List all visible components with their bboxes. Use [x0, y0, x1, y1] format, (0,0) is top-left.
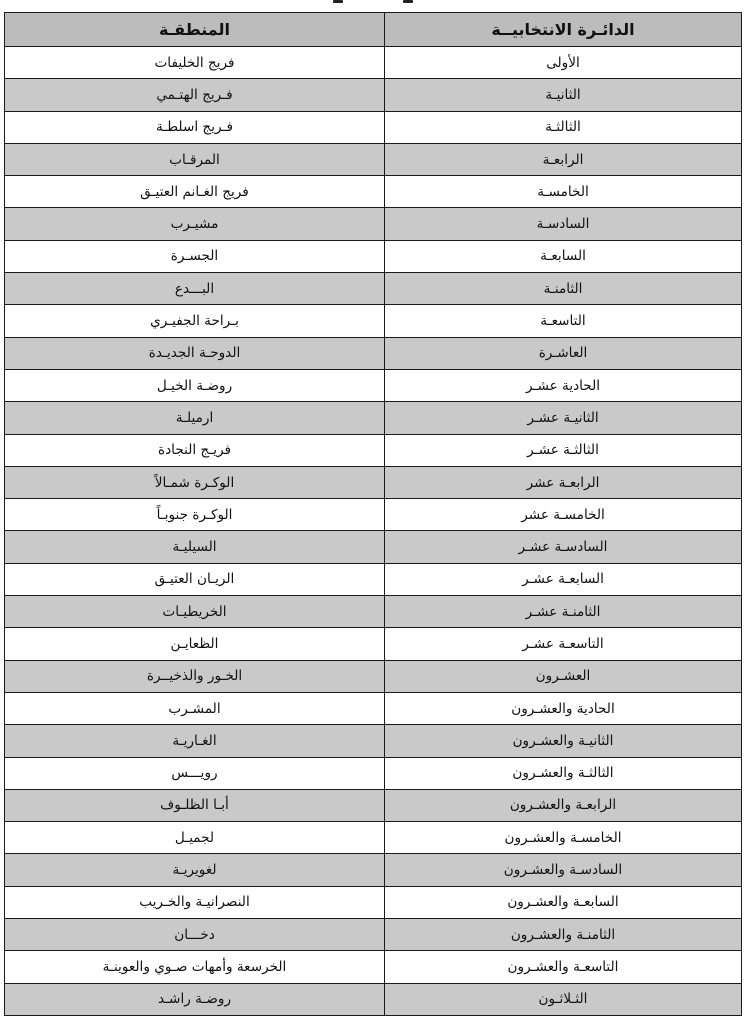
cropped-caption-fragment: [333, 0, 413, 5]
area-cell: [5, 628, 385, 660]
area-name: المرقـاب: [169, 151, 220, 168]
area-cell: [5, 660, 385, 692]
area-column-header-label: المنطقـة: [158, 20, 231, 39]
area-cell: [5, 434, 385, 466]
table-row: [5, 337, 742, 369]
district-name: الثالثـة عشـر: [527, 442, 599, 459]
district-name: الثانيـة: [545, 86, 581, 103]
area-cell: [5, 531, 385, 563]
district-column-header: [385, 13, 742, 47]
area-name: الخريطيـات: [162, 603, 227, 620]
district-name: الخامسـة والعشـرون: [504, 829, 622, 846]
area-name: روضـة راشـد: [157, 991, 232, 1008]
area-cell: [5, 79, 385, 111]
table-row: [5, 466, 742, 498]
district-cell: [385, 499, 742, 531]
area-name: الدوحـة الجديـدة: [148, 345, 241, 362]
area-name: الريـان العتيـق: [154, 571, 235, 588]
area-cell: [5, 402, 385, 434]
area-name: رويـــس: [171, 765, 218, 782]
district-name: السادسـة: [536, 216, 590, 233]
caption-fragment-mark: [333, 0, 343, 3]
area-cell: [5, 499, 385, 531]
table-row: [5, 886, 742, 918]
area-name: مشيـرب: [170, 216, 219, 233]
table-row: [5, 240, 742, 272]
table-row: [5, 789, 742, 821]
table-row: [5, 143, 742, 175]
district-cell: [385, 240, 742, 272]
area-cell: [5, 240, 385, 272]
district-cell: [385, 369, 742, 401]
district-cell: [385, 789, 742, 821]
area-cell: [5, 983, 385, 1015]
area-name: فـريج الهتـمي: [156, 86, 233, 103]
district-name: الحادية عشـر: [525, 377, 600, 394]
district-cell: [385, 822, 742, 854]
district-name: الحادية والعشـرون: [511, 700, 615, 717]
area-name: الغـاريـة: [172, 732, 217, 749]
area-name: الجسـرة: [170, 248, 219, 265]
district-name: السابعـة: [540, 248, 586, 265]
district-cell: [385, 111, 742, 143]
table-row: [5, 822, 742, 854]
district-name: الرابعـة والعشـرون: [509, 797, 617, 814]
district-name: الثـلاثـون: [538, 991, 588, 1008]
table-row: [5, 919, 742, 951]
district-cell: [385, 563, 742, 595]
district-name: الخامسـة عشر: [521, 506, 605, 523]
district-column-header-label: الدائـرة الانتخابيــة: [491, 20, 635, 39]
table-header-row: [5, 13, 742, 47]
area-cell: [5, 757, 385, 789]
table-row: [5, 79, 742, 111]
table-row: [5, 305, 742, 337]
area-name: لغويريـة: [172, 862, 217, 879]
district-name: الأولى: [546, 54, 580, 71]
area-cell: [5, 466, 385, 498]
district-cell: [385, 208, 742, 240]
district-cell: [385, 596, 742, 628]
district-cell: [385, 466, 742, 498]
district-name: العاشـرة: [538, 345, 588, 362]
caption-fragment-mark: [403, 0, 413, 3]
table-row: [5, 660, 742, 692]
district-name: التاسعـة: [540, 313, 586, 330]
area-name: فريج الغـانم العتيـق: [140, 183, 249, 200]
area-cell: [5, 725, 385, 757]
table-row: [5, 176, 742, 208]
table-row: [5, 563, 742, 595]
table-row: [5, 531, 742, 563]
district-name: التاسعـة والعشـرون: [507, 958, 619, 975]
area-name: فريج الخليفات: [154, 54, 235, 71]
area-cell: [5, 789, 385, 821]
district-name: الثالثـة: [545, 119, 581, 136]
district-name: الخامسـة: [537, 183, 589, 200]
district-name: التاسعـة عشـر: [522, 635, 604, 652]
district-name: الرابعـة: [542, 151, 584, 168]
area-cell: [5, 273, 385, 305]
table-row: [5, 628, 742, 660]
area-cell: [5, 886, 385, 918]
district-name: الثامنـة عشـر: [525, 603, 601, 620]
area-name: بـراحة الجفيـري: [150, 313, 239, 330]
district-cell: [385, 531, 742, 563]
district-cell: [385, 434, 742, 466]
table-row: [5, 983, 742, 1015]
table-row: [5, 854, 742, 886]
area-column-header: [5, 13, 385, 47]
table-row: [5, 111, 742, 143]
area-cell: [5, 369, 385, 401]
area-name: روضـة الخيـل: [156, 377, 233, 394]
district-cell: [385, 919, 742, 951]
table-body: [5, 47, 742, 1016]
area-name: الوكـرة شمـالاً: [154, 474, 235, 491]
area-cell: [5, 176, 385, 208]
district-cell: [385, 886, 742, 918]
table-row: [5, 757, 742, 789]
area-name: الخـور والذخيــرة: [146, 668, 243, 685]
table-row: [5, 402, 742, 434]
district-cell: [385, 725, 742, 757]
area-name: المشـرب: [168, 700, 221, 717]
district-cell: [385, 660, 742, 692]
area-name: أبـا الظلـوف: [160, 797, 229, 814]
table-row: [5, 692, 742, 724]
area-name: النصرانيـة والخـريب: [139, 894, 250, 911]
table-row: [5, 499, 742, 531]
area-cell: [5, 919, 385, 951]
district-cell: [385, 305, 742, 337]
area-name: فـريج اسلطـة: [156, 119, 233, 136]
table-row: [5, 273, 742, 305]
district-cell: [385, 143, 742, 175]
area-name: السيليـة: [172, 539, 217, 556]
area-name: فريـج النجادة: [158, 442, 231, 459]
table-row: [5, 369, 742, 401]
district-cell: [385, 273, 742, 305]
district-name: السابعـة والعشـرون: [507, 894, 619, 911]
table-row: [5, 434, 742, 466]
area-name: لجميـل: [174, 829, 215, 846]
district-cell: [385, 79, 742, 111]
area-cell: [5, 47, 385, 79]
district-cell: [385, 983, 742, 1015]
district-cell: [385, 692, 742, 724]
district-name: الثانيـة والعشـرون: [512, 732, 614, 749]
area-cell: [5, 951, 385, 983]
table-header: [5, 13, 742, 47]
area-cell: [5, 337, 385, 369]
district-name: السادسـة عشـر: [518, 539, 608, 556]
table-row: [5, 951, 742, 983]
district-cell: [385, 951, 742, 983]
area-cell: [5, 692, 385, 724]
area-cell: [5, 111, 385, 143]
district-name: العشـرون: [535, 668, 591, 685]
table-row: [5, 47, 742, 79]
area-cell: [5, 143, 385, 175]
district-name: الثامنـة والعشـرون: [510, 926, 616, 943]
district-name: السابعـة عشـر: [522, 571, 604, 588]
area-cell: [5, 208, 385, 240]
district-cell: [385, 337, 742, 369]
area-cell: [5, 822, 385, 854]
area-name: ارميلـة: [175, 409, 214, 426]
district-cell: [385, 628, 742, 660]
table-row: [5, 596, 742, 628]
district-name: الثانيـة عشـر: [527, 409, 599, 426]
district-cell: [385, 402, 742, 434]
district-name: الرابعـة عشر: [526, 474, 600, 491]
area-name: دخـــان: [174, 926, 215, 943]
area-name: الظعايـن: [170, 635, 219, 652]
district-cell: [385, 176, 742, 208]
district-name: الثالثـة والعشـرون: [512, 765, 614, 782]
district-name: السادسـة والعشـرون: [503, 862, 623, 879]
district-cell: [385, 47, 742, 79]
area-cell: [5, 854, 385, 886]
district-name: الثامنـة: [543, 280, 583, 297]
table-row: [5, 208, 742, 240]
district-cell: [385, 757, 742, 789]
table-row: [5, 725, 742, 757]
area-name: الخرسعة وأمهات صـوي والعوينـة: [102, 958, 287, 975]
area-cell: [5, 563, 385, 595]
area-name: الوكـرة جنوبـاً: [156, 506, 233, 523]
electoral-districts-table: [4, 12, 742, 1016]
area-cell: [5, 305, 385, 337]
district-cell: [385, 854, 742, 886]
area-cell: [5, 596, 385, 628]
area-name: البـــدع: [174, 280, 215, 297]
